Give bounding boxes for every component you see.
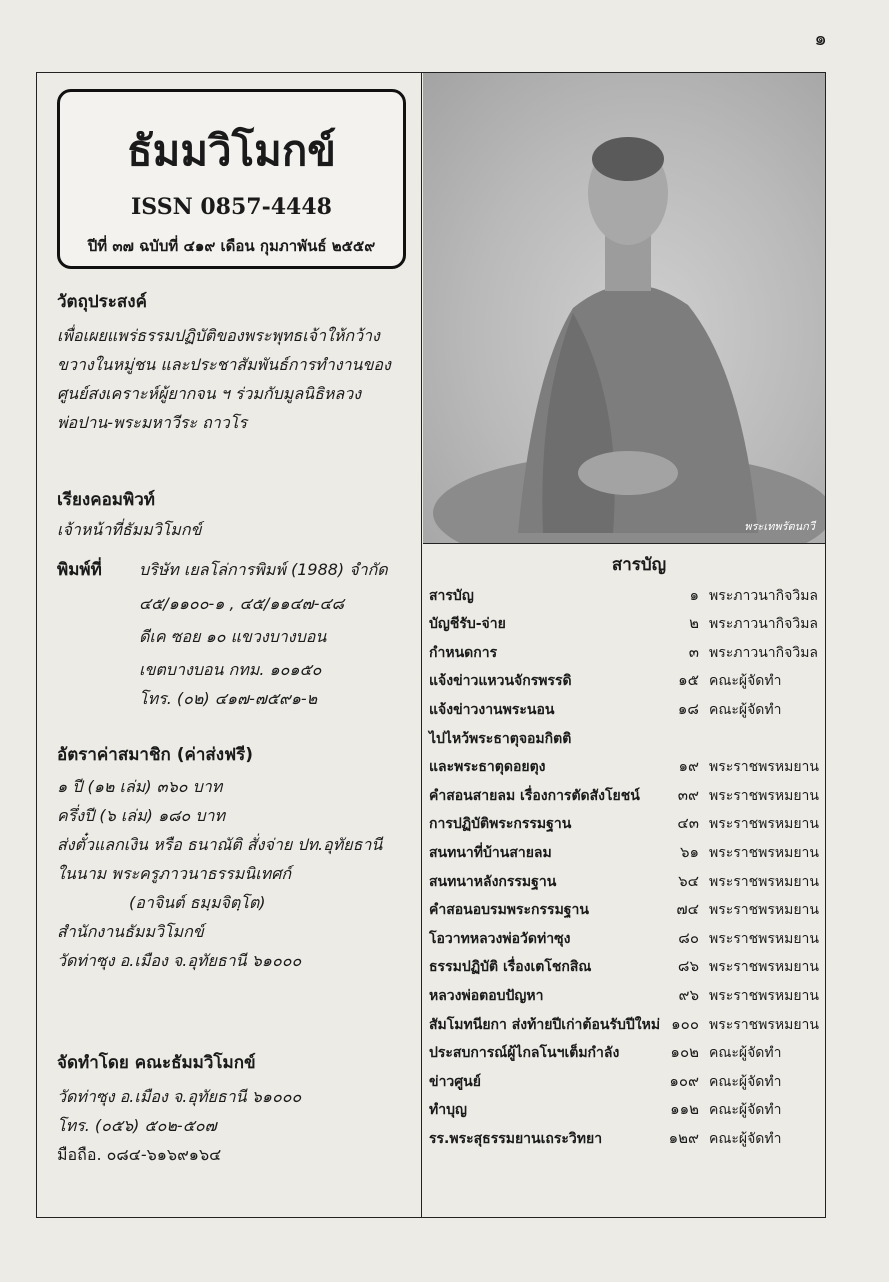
toc-row [423, 1038, 825, 1067]
toc-entry-title: ประสบการณ์ผู้ไกลโนฯเต็มกำลัง [429, 1045, 620, 1062]
toc-entry-title: คำสอนอบรมพระกรรมฐาน [429, 902, 589, 919]
toc-row [423, 866, 825, 895]
left-column [37, 73, 422, 1217]
toc-entry-title: ไปไหว้พระธาตุจอมกิตติ [429, 730, 572, 747]
toc-entry-title: บัญชีรับ-จ่าย [429, 616, 506, 633]
toc-row [423, 637, 825, 666]
printing-line: ดีเค ซอย ๑๐ แขวงบางบอน [139, 627, 327, 646]
toc-row [423, 666, 825, 695]
toc-entry-page: ๓๙ [677, 785, 699, 804]
toc-entry-author: พระราชพรหมยาน [709, 759, 819, 776]
table-of-contents [423, 551, 825, 1152]
subscription-line: ในนาม พระครูภาวนาธรรมนิเทศก์ [57, 864, 292, 883]
toc-entry-author: พระราชพรหมยาน [709, 844, 819, 861]
toc-row [423, 752, 825, 781]
typesetting-heading: เรียงคอมพิวท์ [57, 490, 155, 510]
toc-row [423, 1009, 825, 1038]
toc-entry-author: พระราชพรหมยาน [709, 987, 819, 1004]
toc-entry-page: ๑๐๒ [670, 1043, 699, 1062]
toc-entry-page: ๑๐๙ [669, 1071, 699, 1090]
toc-row [423, 1066, 825, 1095]
toc-row [423, 723, 825, 752]
toc-entry-title: รร.พระสุธรรมยานเถระวิทยา [429, 1130, 603, 1147]
toc-entry-title: สนทนาหลังกรรมฐาน [429, 873, 557, 890]
subscription-line: ครึ่งปี (๖ เล่ม) ๑๘๐ บาท [57, 806, 226, 825]
toc-row [423, 694, 825, 723]
toc-row [423, 809, 825, 838]
toc-entry-page: ๑ [689, 585, 699, 604]
toc-entry-page: ๔๓ [677, 814, 699, 833]
toc-entry-author: พระราชพรหมยาน [709, 1016, 819, 1033]
toc-entry-author: คณะผู้จัดทำ [709, 1102, 782, 1119]
producer-section [57, 1049, 417, 1169]
toc-entry-title: คำสอนสายลม เรื่องการตัดสังโยชน์ [429, 787, 640, 804]
producer-heading: จัดทำโดย คณะธัมมวิโมกข์ [57, 1053, 256, 1073]
photo-caption: พระเทพรัตนกวี [744, 520, 815, 533]
toc-entry-author: พระราชพรหมยาน [709, 787, 819, 804]
masthead-box [57, 89, 406, 269]
subscription-heading: อัตราค่าสมาชิก (ค่าส่งฟรี) [57, 745, 254, 765]
toc-row [423, 780, 825, 809]
subscription-line: วัดท่าซุง อ.เมือง จ.อุทัยธานี ๖๑๐๐๐ [57, 951, 302, 970]
objective-heading: วัตถุประสงค์ [57, 292, 147, 312]
typesetting-value: เจ้าหน้าที่ธัมมวิโมกข์ [57, 520, 202, 539]
objective-section [57, 288, 417, 437]
issue-info: ปีที่ ๓๗ ฉบับที่ ๔๑๙ เดือน กุมภาพันธ์ ๒๕๕๙ [87, 237, 376, 255]
objective-line: พ่อปาน-พระมหาวีระ ถาวโร [57, 413, 247, 432]
toc-row [423, 580, 825, 609]
toc-entry-page: ๑๘ [677, 699, 699, 718]
toc-entry-page: ๘๖ [677, 957, 699, 976]
toc-title: สารบัญ [611, 555, 667, 575]
toc-entry-page: ๑๕ [678, 671, 699, 690]
monk-portrait-photo [423, 73, 825, 544]
objective-line: ศูนย์สงเคราะห์ผู้ยากจน ฯ ร่วมกับมูลนิธิหลวง [57, 384, 361, 403]
toc-entry-page: ๑๙ [678, 757, 699, 776]
toc-entry-author: พระราชพรหมยาน [709, 873, 819, 890]
toc-entry-page: ๑๑๒ [670, 1100, 699, 1119]
toc-row [423, 952, 825, 981]
toc-entry-title: สารบัญ [429, 587, 474, 604]
toc-entry-page: ๗๔ [676, 900, 699, 919]
toc-entry-author: คณะผู้จัดทำ [709, 1130, 782, 1147]
toc-entry-page: ๓ [688, 642, 699, 661]
toc-entry-title: สนทนาที่บ้านสายลม [429, 844, 552, 861]
objective-line: ขวางในหมู่ชน และประชาสัมพันธ์การทำงานของ [57, 355, 391, 374]
printing-line: โทร. (๐๒) ๔๑๗-๗๕๙๑-๒ [139, 689, 318, 708]
toc-entry-page: ๖๔ [678, 871, 699, 890]
toc-entry-page: ๘๐ [678, 928, 699, 947]
producer-line: มือถือ. ๐๘๔-๖๑๖๙๑๖๔ [57, 1145, 222, 1164]
printing-line: ๔๕/๑๑๐๐-๑ , ๔๕/๑๑๔๗-๔๘ [139, 594, 344, 613]
toc-entry-page: ๒ [689, 614, 699, 633]
toc-row [423, 609, 825, 638]
subscription-line: (อาจินต์ ธมฺมจิตฺโต) [129, 893, 266, 912]
printing-section [57, 555, 417, 713]
toc-entry-author: พระราชพรหมยาน [709, 959, 819, 976]
toc-entry-author: พระราชพรหมยาน [709, 816, 819, 833]
toc-entry-title: หลวงพ่อตอบปัญหา [429, 987, 544, 1004]
toc-row [423, 1123, 825, 1152]
page-number: ๑ [814, 26, 827, 50]
producer-line: วัดท่าซุง อ.เมือง จ.อุทัยธานี ๖๑๐๐๐ [57, 1087, 302, 1106]
printing-line: เขตบางบอน กทม. ๑๐๑๕๐ [139, 660, 322, 679]
monk-portrait-illustration [423, 73, 825, 543]
toc-row [423, 923, 825, 952]
subscription-section [57, 741, 417, 975]
toc-entry-author: คณะผู้จัดทำ [709, 1073, 782, 1090]
toc-entry-author: พระราชพรหมยาน [709, 930, 819, 947]
producer-line: โทร. (๐๕๖) ๕๐๒-๕๐๗ [57, 1116, 217, 1135]
printing-line: บริษัท เยลโล่การพิมพ์ (1988) จำกัด [139, 560, 388, 579]
toc-row [423, 980, 825, 1009]
toc-entry-title: แจ้งข่าวงานพระนอน [429, 701, 555, 718]
magazine-title: ธัมมวิโมกข์ [127, 126, 336, 175]
toc-entry-author: พระภาวนากิจวิมล [709, 587, 818, 604]
toc-entry-author: พระภาวนากิจวิมล [709, 644, 818, 661]
content-frame [36, 72, 826, 1218]
objective-line: เพื่อเผยแพร่ธรรมปฏิบัติของพระพุทธเจ้าให้กว้าง [57, 326, 380, 345]
toc-row [423, 1095, 825, 1124]
toc-entry-title: ทำบุญ [429, 1102, 467, 1119]
toc-entry-author: คณะผู้จัดทำ [709, 701, 782, 718]
toc-entry-page: ๙๖ [678, 985, 699, 1004]
toc-entry-title: การปฏิบัติพระกรรมฐาน [429, 816, 572, 833]
subscription-line: สำนักงานธัมมวิโมกข์ [57, 922, 204, 941]
toc-entry-title: แจ้งข่าวแหวนจักรพรรดิ [429, 673, 572, 690]
toc-entry-title: โอวาทหลวงพ่อวัดท่าซุง [429, 930, 571, 947]
toc-entry-title: ธรรมปฏิบัติ เรื่องเตโชกสิณ [429, 959, 592, 976]
issn: ISSN 0857-4448 [131, 194, 332, 220]
toc-entry-title: และพระธาตุดอยตุง [429, 759, 546, 776]
toc-entry-author: คณะผู้จัดทำ [709, 673, 782, 690]
subscription-line: ๑ ปี (๑๒ เล่ม) ๓๖๐ บาท [57, 777, 223, 796]
typesetting-section [57, 486, 417, 544]
toc-entry-title: กำหนดการ [429, 644, 498, 661]
toc-entry-author: คณะผู้จัดทำ [709, 1045, 782, 1062]
toc-entry-page: ๑๒๙ [668, 1128, 699, 1147]
toc-entry-title: ข่าวศูนย์ [429, 1073, 481, 1090]
printing-label: พิมพ์ที่ [57, 560, 102, 580]
toc-entry-title: สัมโมทนียกา ส่งท้ายปีเก่าต้อนรับปีใหม่ [429, 1016, 661, 1033]
toc-entry-author: พระราชพรหมยาน [709, 902, 819, 919]
toc-row [423, 837, 825, 866]
toc-entry-author: พระภาวนากิจวิมล [709, 616, 818, 633]
toc-row [423, 895, 825, 924]
toc-entry-page: ๑๐๐ [671, 1014, 699, 1033]
subscription-line: ส่งตั๋วแลกเงิน หรือ ธนาณัติ สั่งจ่าย ปท.อุทัยธานี [57, 835, 383, 854]
toc-entry-page: ๖๑ [679, 842, 699, 861]
